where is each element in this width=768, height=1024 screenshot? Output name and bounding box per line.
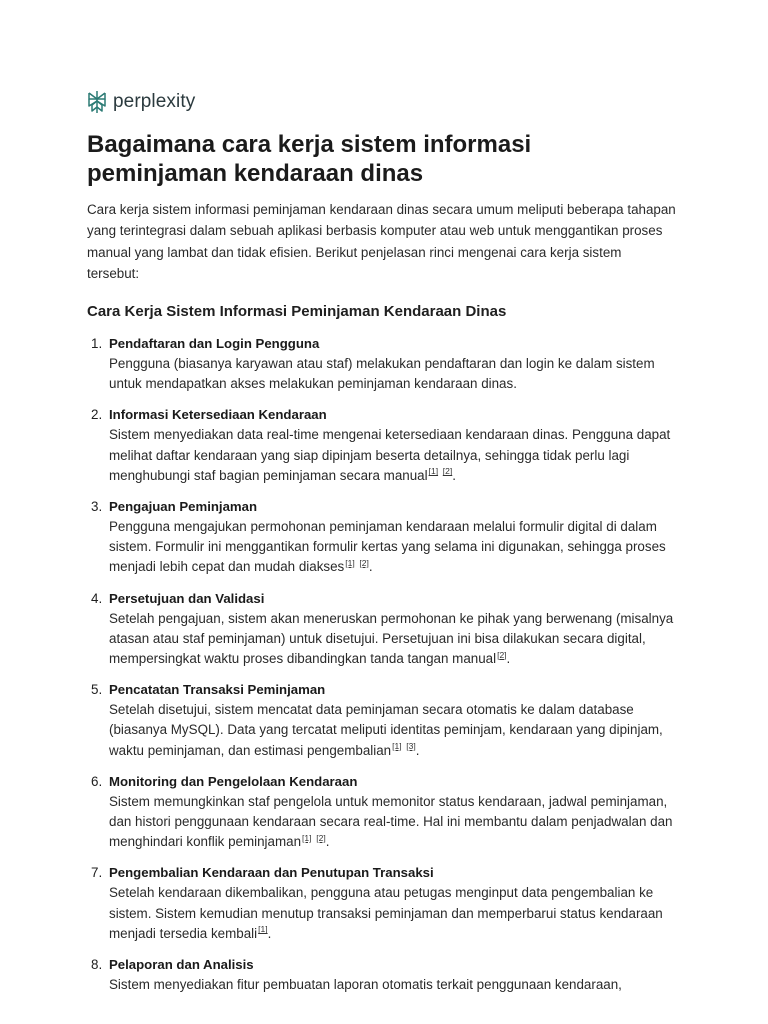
step-text-end: . xyxy=(267,925,272,941)
step-text: Pengguna mengajukan permohonan peminjaman kendaraan melalui formulir digital di dalam sistem. Formulir ini menggantikan formulir kertas yang selama ini digunakan, sehingga proses menjadi lebih cepat dan mudah diakses xyxy=(109,519,666,575)
citation-link[interactable]: [2] xyxy=(497,649,507,660)
list-number: 4. xyxy=(91,590,103,606)
step-title: Pengembalian Kendaraan dan Penutupan Transaksi xyxy=(109,865,434,881)
step-text: Setelah kendaraan dikembalikan, pengguna atau petugas menginput data pengembalian ke sistem. Sistem kemudian menutup transaksi peminjaman dan memperbarui status kendaraan menjadi tersedia kembali xyxy=(109,885,663,941)
step-text-end: . xyxy=(415,742,420,758)
citation-link[interactable]: [2] xyxy=(442,466,453,477)
step-title: Pencatatan Transaksi Peminjaman xyxy=(109,682,326,698)
citation-link[interactable]: [3] xyxy=(406,741,416,752)
list-number: 3. xyxy=(91,499,103,515)
list-number: 2. xyxy=(91,407,103,423)
list-number: 8. xyxy=(91,957,103,973)
perplexity-logo-icon xyxy=(87,90,107,114)
list-number: 1. xyxy=(91,336,103,351)
step-text-block xyxy=(109,700,687,761)
citation-link[interactable]: [1] xyxy=(345,557,355,568)
step-text-block xyxy=(109,609,687,670)
list-item xyxy=(87,772,687,853)
list-number: 6. xyxy=(91,773,103,789)
list-item xyxy=(87,334,687,394)
brand-logo[interactable] xyxy=(87,90,195,114)
step-text-end: . xyxy=(452,467,456,483)
step-text-block xyxy=(109,354,687,394)
step-text: Sistem memungkinkan staf pengelola untuk memonitor status kendaraan, jadwal peminjaman, dan histori penggunaan kendaraan secara real-time. Hal ini membantu dalam penjadwalan dan menghindari konflik peminjaman xyxy=(109,793,673,850)
citation-link[interactable]: [2] xyxy=(359,557,369,568)
citation-link[interactable]: [1] xyxy=(302,832,312,843)
section-heading: Cara Kerja Sistem Informasi Peminjaman Kendaraan Dinas xyxy=(87,303,507,320)
step-text-block xyxy=(109,425,687,486)
page-title: Bagaimana cara kerja sistem informasi peminjaman kendaraan dinas xyxy=(87,131,532,187)
citation-link[interactable]: [1] xyxy=(428,466,439,477)
citation-link[interactable]: [2] xyxy=(316,832,326,843)
step-title: Informasi Ketersediaan Kendaraan xyxy=(109,407,327,423)
list-item xyxy=(87,955,687,995)
list-item xyxy=(87,863,687,944)
step-title: Pengajuan Peminjaman xyxy=(109,499,258,515)
step-title: Persetujuan dan Validasi xyxy=(109,590,265,606)
step-text-block xyxy=(109,517,687,578)
citation-link[interactable]: [1] xyxy=(258,924,268,935)
list-item xyxy=(87,589,687,670)
list-item xyxy=(87,405,687,486)
step-text: Pengguna (biasanya karyawan atau staf) melakukan pendaftaran dan login ke dalam sistem untuk mendapatkan akses melakukan peminjaman kendaraan dinas. xyxy=(109,356,655,392)
step-text-block xyxy=(109,883,687,944)
step-text: Sistem menyediakan fitur pembuatan laporan otomatis terkait penggunaan kendaraan, xyxy=(109,977,622,993)
list-number: 5. xyxy=(91,682,103,698)
list-number: 7. xyxy=(91,865,103,881)
step-title: Pelaporan dan Analisis xyxy=(109,957,254,973)
citation-link[interactable]: [1] xyxy=(392,741,402,752)
step-text: Setelah pengajuan, sistem akan meneruskan permohonan ke pihak yang berwenang (misalnya atasan atau staf peminjaman) untuk disetujui. Persetujuan ini bisa dilakukan secara digital, mempersingkat waktu proses dibandingkan tanda tangan manual xyxy=(109,610,674,667)
steps-list xyxy=(87,334,687,1006)
step-text-end: . xyxy=(368,559,373,575)
list-item xyxy=(87,497,687,578)
intro-paragraph: Cara kerja sistem informasi peminjaman kendaraan dinas secara umum meliputi beberapa tahapan yang terintegrasi dalam sebuah aplikasi berbasis komputer atau web untuk menggantikan proses manual yang lambat dan tidak efisien. Berikut penjelasan rinci mengenai cara kerja sistem tersebut: xyxy=(87,202,676,281)
step-text: Setelah disetujui, sistem mencatat data peminjaman secara otomatis ke dalam database (biasanya MySQL). Data yang tercatat meliputi identitas peminjam, kendaraan yang dipinjam, waktu peminjaman, dan estimasi pengembalian xyxy=(109,702,663,758)
step-text-block xyxy=(109,975,687,995)
list-item xyxy=(87,680,687,761)
step-text-end: . xyxy=(325,834,330,850)
step-text-block xyxy=(109,792,687,853)
step-text: Sistem menyediakan data real-time mengenai ketersediaan kendaraan dinas. Pengguna dapat melihat daftar kendaraan yang siap dipinjam beserta detailnya, sehingga tidak perlu lagi menghubungi staf bagian peminjaman secara manual xyxy=(109,427,671,483)
brand-name: perplexity xyxy=(113,91,196,112)
step-title: Pendaftaran dan Login Pengguna xyxy=(109,336,320,351)
step-text-end: . xyxy=(506,651,511,667)
step-title: Monitoring dan Pengelolaan Kendaraan xyxy=(109,773,358,789)
